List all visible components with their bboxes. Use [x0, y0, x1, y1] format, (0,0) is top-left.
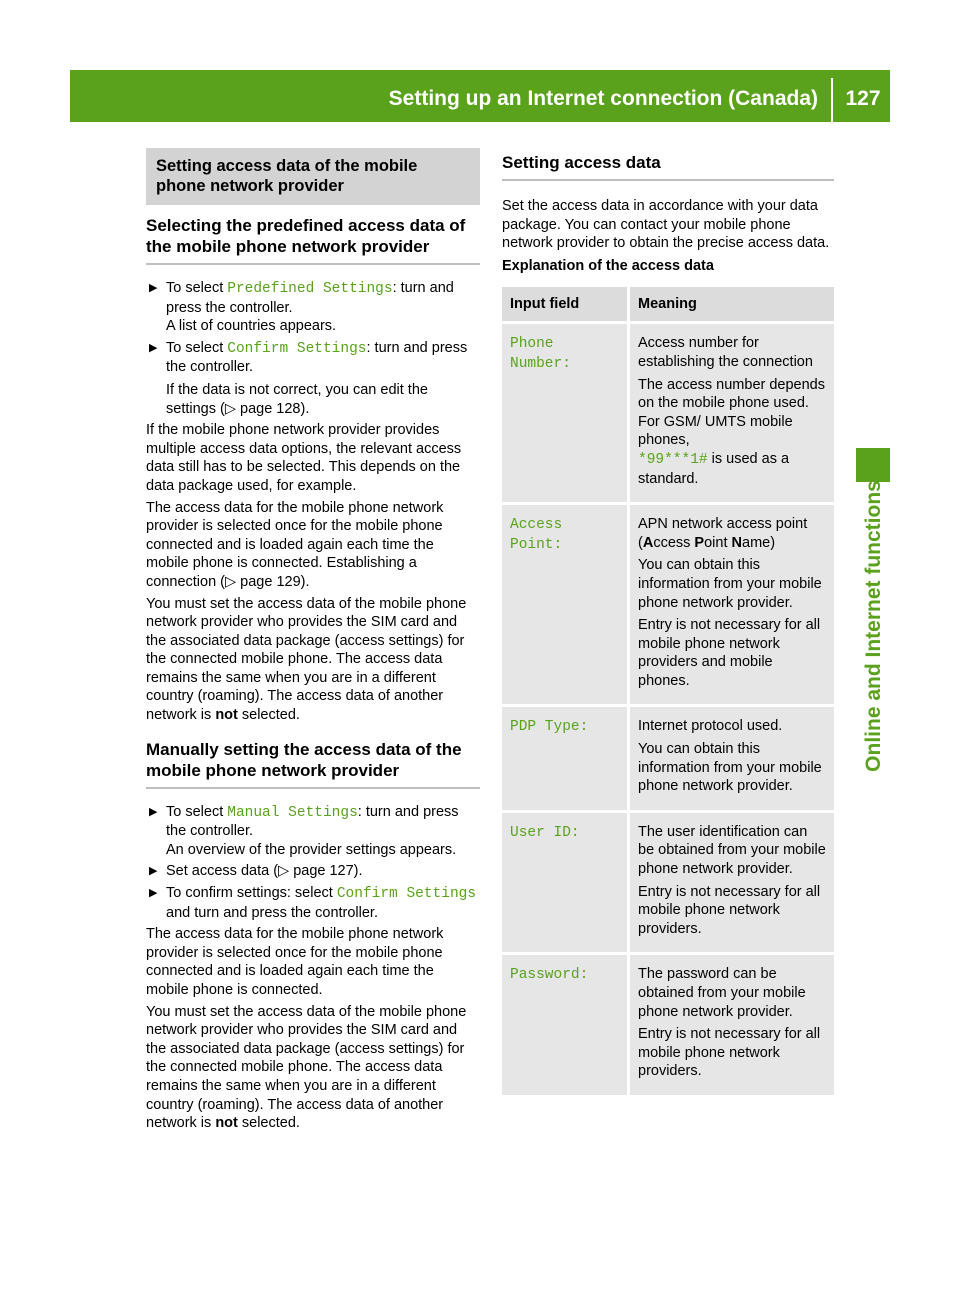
- intro-paragraph: Set the access data in accordance with your data package. You can contact your mobile phone network provider to obtain the precise access data.: [502, 198, 830, 252]
- paragraph-text: You must set the access data of the mobile phone network provider who provides the SIM card and the associated data package (access settings) for the connected mobile phone. The access data remains the same when you are in a different country (roaming). The access data of another network is: [146, 595, 467, 724]
- step-manual-settings: [146, 803, 480, 860]
- step-text: : turn and press the controller.: [166, 280, 454, 316]
- page-number: 127: [845, 87, 881, 110]
- meaning-text: Entry is not necessary for all mobile phone network providers.: [638, 883, 821, 937]
- field-code: User ID:: [510, 824, 580, 841]
- arrow-icon: ▶: [149, 887, 158, 900]
- step-set-access-data: [146, 862, 480, 881]
- meaning-cell: [630, 502, 834, 704]
- step-text: : turn and press the controller.: [166, 339, 468, 376]
- field-cell: [502, 321, 630, 502]
- step-text: To select: [166, 803, 228, 820]
- table-row: [502, 321, 834, 502]
- field-cell: [502, 952, 630, 1095]
- col-header-input-field: Input field: [502, 287, 630, 321]
- meaning-fragment: is used as a standard.: [638, 450, 790, 487]
- paragraph-text: selected.: [237, 707, 300, 724]
- arrow-icon: ▶: [149, 282, 158, 294]
- menu-code: Confirm Settings: [227, 340, 367, 357]
- heading-setting-access-data: Setting access data: [502, 152, 834, 181]
- meaning-fragment: oint: [704, 534, 732, 551]
- menu-code: Predefined Settings: [227, 281, 393, 297]
- arrow-icon: ▶: [149, 865, 158, 878]
- step-text: To select: [166, 280, 228, 296]
- paragraph: The access data for the mobile phone network provider is selected once for the mobile phone connected and is loaded again each time the mobile phone is connected.: [146, 926, 444, 998]
- table-row: [502, 704, 834, 809]
- step-predefined-settings: [146, 279, 480, 336]
- field-code: PDP Type:: [510, 719, 589, 736]
- col-header-meaning: Meaning: [630, 287, 834, 321]
- menu-code: Confirm Settings: [336, 886, 477, 903]
- side-tab-marker: [856, 448, 890, 482]
- emphasis: not: [215, 707, 238, 724]
- meaning-fragment: ccess: [653, 534, 695, 551]
- header-bar: [70, 70, 890, 122]
- meaning-cell: [630, 952, 834, 1095]
- heading-manual: Manually setting the access data of the mobile phone network provider: [146, 739, 480, 789]
- left-column: [146, 148, 480, 1136]
- field-code: Password:: [510, 967, 589, 984]
- access-data-table: [502, 287, 834, 1095]
- emphasis: A: [642, 534, 654, 551]
- meaning-cell: [630, 810, 834, 953]
- meaning-text: Access number for establishing the connection: [638, 335, 813, 370]
- step-result: An overview of the provider settings appears.: [166, 841, 457, 858]
- section-box-title: Setting access data of the mobile phone network provider: [146, 148, 480, 205]
- side-tab: [846, 480, 901, 772]
- right-column: [502, 148, 834, 1095]
- meaning-text: [638, 376, 826, 489]
- heading-predefined: Selecting the predefined access data of the mobile phone network provider: [146, 215, 480, 265]
- field-cell: [502, 704, 630, 809]
- paragraph-text: You must set the access data of the mobile phone network provider who provides the SIM card and the associated data package (access settings) for the connected mobile phone. The access data remains the same when you are in a different country (roaming). The access data of another network is: [146, 1003, 467, 1132]
- step-confirm-settings: [146, 339, 480, 418]
- field-code: *99***1#: [638, 451, 708, 468]
- step-confirm: [146, 884, 480, 922]
- meaning-fragment: The access number depends on the mobile phone used. For GSM/ UMTS mobile phones,: [638, 376, 825, 449]
- meaning-fragment: ame): [742, 534, 776, 551]
- emphasis: N: [731, 534, 742, 551]
- field-cell: [502, 502, 630, 704]
- paragraph: [146, 1003, 480, 1133]
- paragraph: The access data for the mobile phone network provider is selected once for the mobile phone connected and is loaded again each time the mobile phone is connected. Establishing a connection (▷ page 129).: [146, 499, 444, 590]
- paragraph: [146, 595, 480, 725]
- field-code: Phone Number:: [510, 336, 571, 372]
- meaning-text: You can obtain this information from your mobile phone network provider.: [638, 741, 822, 795]
- paragraph-text: selected.: [237, 1115, 300, 1132]
- meaning-text: The user identification can be obtained from your mobile phone network provider.: [638, 823, 826, 878]
- field-cell: [502, 810, 630, 953]
- meaning-text: The password can be obtained from your mobile phone network provider.: [638, 966, 806, 1020]
- header-title: Setting up an Internet connection (Canada): [388, 87, 818, 110]
- menu-code: Manual Settings: [227, 804, 358, 821]
- side-tab-label: Online and Internet functions: [861, 480, 885, 772]
- arrow-icon: ▶: [149, 805, 158, 818]
- table-row: [502, 810, 834, 953]
- header-divider: [831, 78, 833, 122]
- meaning-text: You can obtain this information from your mobile phone network provider.: [638, 557, 822, 611]
- step-text: Set access data (▷ page 127).: [166, 863, 363, 880]
- step-text: To confirm settings: select: [166, 885, 337, 902]
- step-text: : turn and press the controller.: [166, 803, 459, 840]
- step-text: To select: [166, 339, 228, 356]
- arrow-icon: ▶: [149, 341, 158, 354]
- meaning-fragment: APN network access point (: [638, 516, 808, 551]
- step-text: and turn and press the controller.: [166, 904, 378, 921]
- meaning-text: [638, 515, 826, 552]
- meaning-text: Entry is not necessary for all mobile phone network providers and mobile phones.: [638, 617, 821, 689]
- emphasis: not: [215, 1115, 238, 1132]
- step-result: A list of countries appears.: [166, 318, 337, 335]
- meaning-cell: [630, 321, 834, 502]
- meaning-text: Internet protocol used.: [638, 718, 783, 735]
- paragraph: If the mobile phone network provider provides multiple access data options, the relevant access data still has to be selected. This depends on the data package used, for example.: [146, 422, 462, 494]
- meaning-cell: [630, 704, 834, 809]
- table-row: [502, 952, 834, 1095]
- field-code: Access Point:: [510, 517, 563, 553]
- table-header-row: [502, 287, 834, 321]
- table-caption: Explanation of the access data: [502, 257, 714, 274]
- table-row: [502, 502, 834, 704]
- meaning-text: Entry is not necessary for all mobile phone network providers.: [638, 1026, 821, 1080]
- emphasis: P: [694, 534, 705, 551]
- step-result: If the data is not correct, you can edit the settings (▷ page 128).: [166, 381, 428, 417]
